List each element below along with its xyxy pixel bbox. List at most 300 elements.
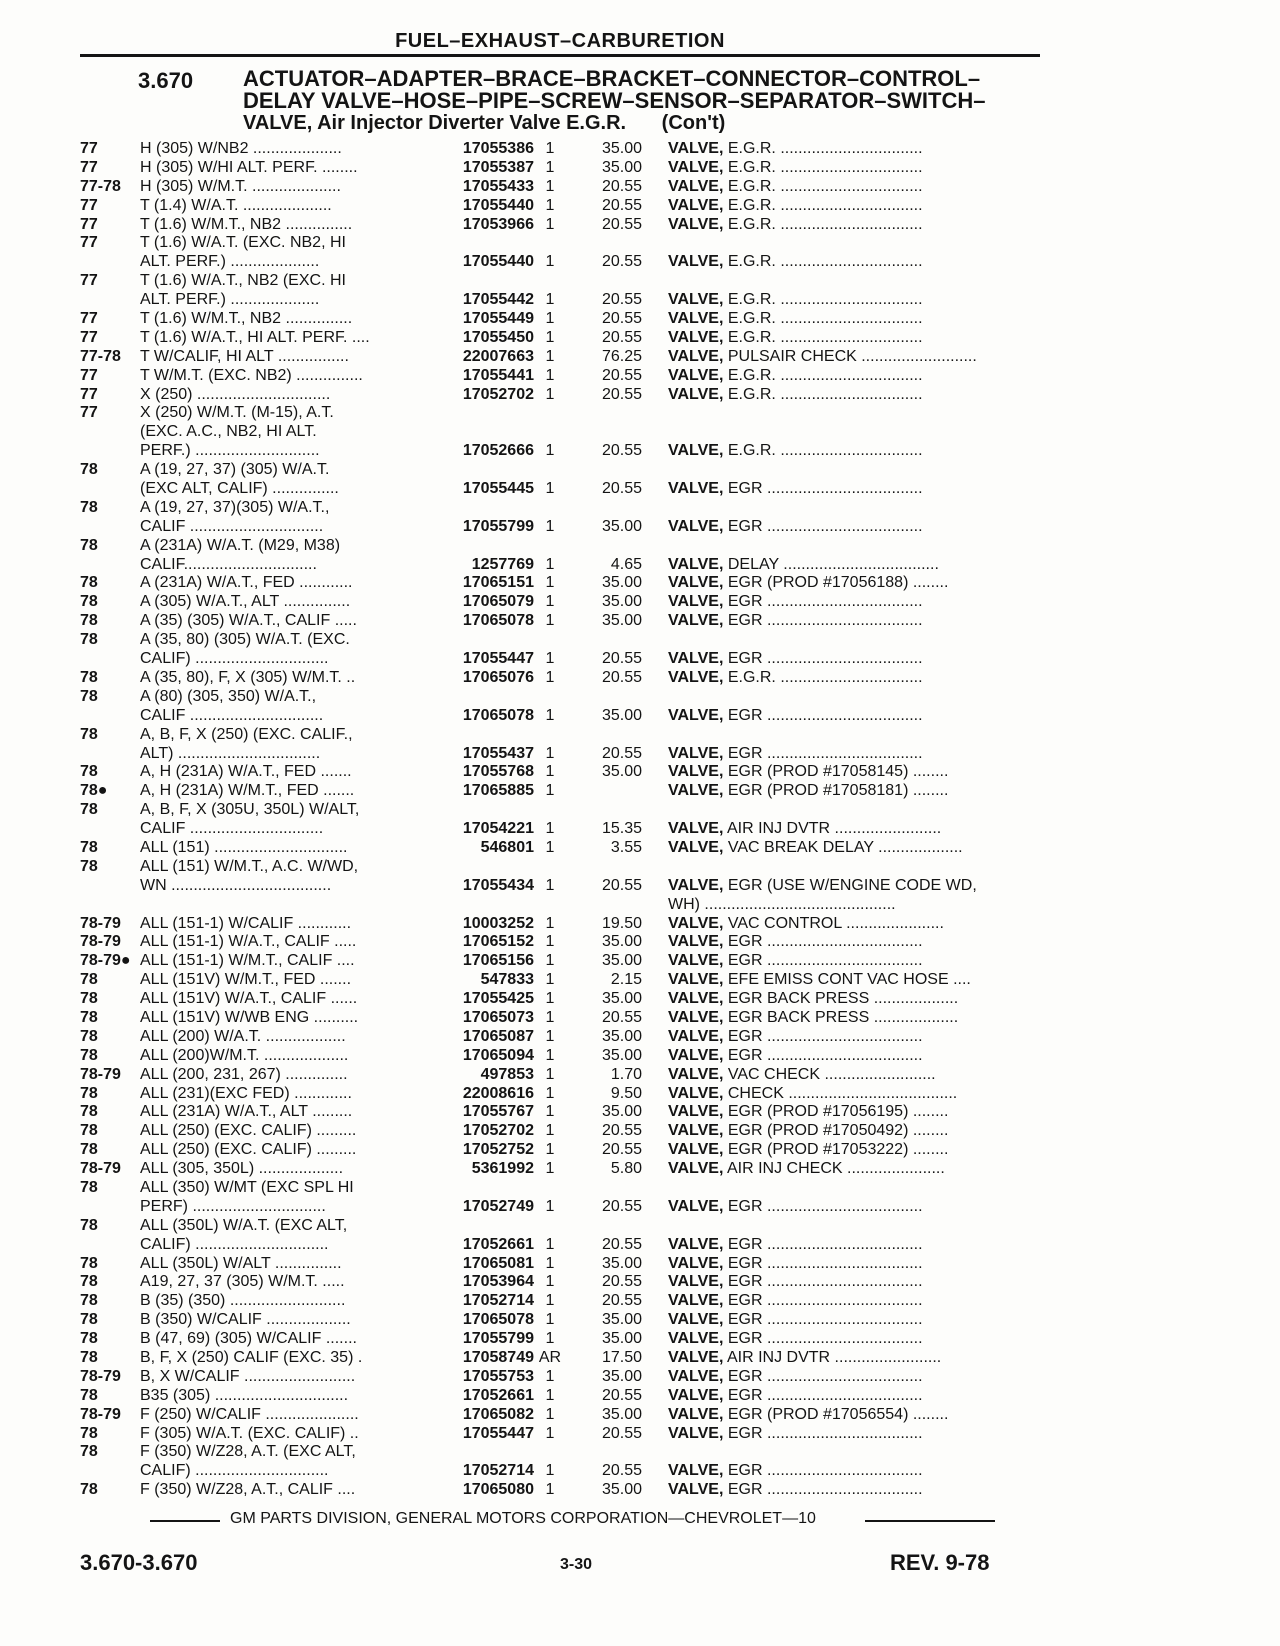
- description: [668, 1009, 1073, 1028]
- price: 20.55: [601, 310, 642, 328]
- description-text: EGR ...................................: [723, 1197, 923, 1215]
- section-title-line1: ACTUATOR–ADAPTER–BRACE–BRACKET–CONNECTOR–CONTROL–: [243, 66, 981, 91]
- quantity: 1: [545, 820, 555, 838]
- price: 20.55: [601, 291, 642, 309]
- quantity: 1: [545, 1008, 555, 1026]
- parts-row: [80, 518, 1060, 537]
- description: [668, 386, 1073, 405]
- description-keyword: VALVE,: [668, 1386, 724, 1404]
- application: H (305) W/HI ALT. PERF. ........: [140, 158, 358, 176]
- description: [668, 291, 1073, 310]
- description-keyword: VALVE,: [668, 914, 724, 932]
- parts-row: [80, 801, 1060, 820]
- quantity: 1: [545, 442, 555, 460]
- description-text: WH) ...........................................: [668, 895, 896, 913]
- description-keyword: VALVE,: [668, 1084, 724, 1102]
- section-title-line2: DELAY VALVE–HOSE–PIPE–SCREW–SENSOR–SEPARATOR–SWITCH–: [243, 88, 986, 113]
- parts-row: [80, 782, 1060, 801]
- price: 4.65: [610, 555, 642, 573]
- parts-row: [80, 1349, 1060, 1368]
- quantity: 1: [545, 196, 555, 214]
- price: 35.00: [601, 1311, 642, 1329]
- description: [668, 253, 1073, 272]
- description-text: E.G.R. ................................: [723, 253, 923, 271]
- quantity: 1: [545, 1197, 555, 1215]
- description-text: AIR INJ DVTR ........................: [723, 1349, 942, 1366]
- model-year: 78: [80, 1084, 98, 1102]
- description: [668, 556, 1073, 575]
- quantity: 1: [545, 385, 555, 403]
- footer-page-number: 3-30: [560, 1556, 593, 1573]
- price: 19.50: [601, 914, 642, 932]
- description-text: EGR ...................................: [723, 1235, 923, 1253]
- model-year: 78: [80, 1178, 98, 1196]
- quantity: 1: [545, 1160, 555, 1178]
- model-year: 78: [80, 1103, 98, 1121]
- quantity: 1: [545, 480, 555, 498]
- section-title-text: VALVE, Air Injector Diverter Valve E.G.R.: [243, 112, 627, 134]
- description-text: EGR (PROD #17058181) ........: [723, 782, 949, 800]
- description-text: EGR (PROD #17056188) ........: [723, 574, 949, 592]
- description: [668, 1387, 1073, 1406]
- model-year: 77: [80, 366, 98, 384]
- description-text: EGR ...................................: [723, 1481, 923, 1499]
- part-number: 17065151: [410, 574, 534, 593]
- description-keyword: VALVE,: [668, 385, 724, 403]
- part-number: 17053966: [410, 216, 534, 235]
- footer-text: GM PARTS DIVISION, GENERAL MOTORS CORPORATION—CHEVROLET—10: [230, 1510, 816, 1527]
- application: CALIF) ..............................: [140, 1235, 329, 1253]
- application: A (231A) W/A.T. (M29, M38): [140, 536, 341, 554]
- model-year: 77: [80, 404, 98, 422]
- price: 35.00: [601, 1330, 642, 1348]
- application: ALL (151) ..............................: [140, 838, 348, 856]
- description-keyword: VALVE,: [668, 838, 724, 856]
- parts-row: [80, 310, 1060, 329]
- price: 35.00: [601, 574, 642, 592]
- price: 35.00: [601, 1103, 642, 1121]
- description-keyword: VALVE,: [668, 668, 724, 686]
- part-number: 17065082: [410, 1406, 534, 1425]
- description-text: EGR (PROD #17056554) ........: [723, 1405, 949, 1423]
- parts-row: [80, 971, 1060, 990]
- part-number: 17065080: [410, 1481, 534, 1500]
- section-cont: (Con't): [661, 112, 726, 134]
- application: CALIF..............................: [140, 555, 317, 573]
- quantity: 1: [545, 366, 555, 384]
- description: [668, 1406, 1073, 1425]
- application: B35 (305) ..............................: [140, 1386, 349, 1404]
- description: [668, 367, 1073, 386]
- description-text: EGR ...................................: [723, 1273, 923, 1291]
- description-keyword: VALVE,: [668, 1311, 724, 1329]
- parts-row: [80, 745, 1060, 764]
- parts-row: [80, 858, 1060, 877]
- part-number: 1257769: [410, 556, 534, 575]
- parts-row: [80, 461, 1060, 480]
- price: 20.55: [601, 1386, 642, 1404]
- model-year: 78: [80, 1386, 98, 1404]
- description-keyword: VALVE,: [668, 1349, 724, 1366]
- parts-row: [80, 1103, 1060, 1122]
- section-title-line3: [243, 112, 1043, 134]
- description: [668, 1273, 1073, 1292]
- quantity: 1: [545, 177, 555, 195]
- quantity: 1: [545, 215, 555, 233]
- part-number: 17055449: [410, 310, 534, 329]
- model-year: 78: [80, 838, 98, 856]
- parts-row: [80, 763, 1060, 782]
- application: T (1.6) W/A.T. (EXC. NB2, HI: [140, 234, 346, 252]
- application: ALL (231A) W/A.T., ALT .........: [140, 1103, 353, 1121]
- application: A (35) (305) W/A.T., CALIF .....: [140, 612, 357, 630]
- description-text: EGR ...................................: [723, 1311, 923, 1329]
- application: X (250) W/M.T. (M-15), A.T.: [140, 404, 334, 422]
- model-year: 77: [80, 234, 98, 252]
- model-year: 78: [80, 1122, 98, 1140]
- part-number: 17065152: [410, 933, 534, 952]
- model-year: 77: [80, 328, 98, 346]
- description-keyword: VALVE,: [668, 215, 724, 233]
- price: 35.00: [601, 706, 642, 724]
- description: [668, 1028, 1073, 1047]
- model-year: 78: [80, 1254, 98, 1272]
- description-text: CHECK ......................................: [723, 1084, 958, 1102]
- price: 76.25: [601, 347, 642, 365]
- description: [668, 518, 1073, 537]
- description: [668, 952, 1073, 971]
- parts-row: [80, 1387, 1060, 1406]
- price: 5.80: [610, 1160, 642, 1178]
- application: A (305) W/A.T., ALT ...............: [140, 593, 351, 611]
- parts-row: [80, 499, 1060, 518]
- parts-row: [80, 537, 1060, 556]
- quantity: 1: [545, 1311, 555, 1329]
- model-year: 78: [80, 1216, 98, 1234]
- description-keyword: VALVE,: [668, 574, 724, 592]
- description-keyword: VALVE,: [668, 650, 724, 668]
- footer-range: 3.670-3.670: [80, 1550, 198, 1575]
- application: CALIF ..............................: [140, 820, 324, 838]
- quantity: 1: [545, 971, 555, 989]
- price: 35.00: [601, 1405, 642, 1423]
- part-number: 17055434: [410, 877, 534, 896]
- price: 20.55: [601, 876, 642, 894]
- description: [668, 1236, 1073, 1255]
- description-keyword: VALVE,: [668, 952, 724, 970]
- parts-row: [80, 272, 1060, 291]
- price: 20.55: [601, 1292, 642, 1310]
- quantity: 1: [545, 347, 555, 365]
- part-number: 497853: [410, 1066, 534, 1085]
- application: A (80) (305, 350) W/A.T.,: [140, 687, 317, 705]
- parts-row: [80, 990, 1060, 1009]
- part-number: 17055441: [410, 367, 534, 386]
- application: ALL (305, 350L) ...................: [140, 1160, 344, 1178]
- parts-row: [80, 1443, 1060, 1462]
- description: [668, 1462, 1073, 1481]
- parts-row: [80, 820, 1060, 839]
- description-keyword: VALVE,: [668, 933, 724, 951]
- description-keyword: VALVE,: [668, 1160, 724, 1178]
- description-text: EGR ...................................: [723, 1367, 923, 1385]
- parts-row: [80, 216, 1060, 235]
- footer-rule-right: [865, 1520, 995, 1522]
- quantity: 1: [545, 612, 555, 630]
- description-keyword: VALVE,: [668, 480, 724, 498]
- description: [668, 839, 1073, 858]
- parts-row: [80, 839, 1060, 858]
- model-year: 78: [80, 1424, 98, 1442]
- parts-row: [80, 404, 1060, 423]
- price: 20.55: [601, 668, 642, 686]
- model-year: 78: [80, 971, 98, 989]
- parts-row: [80, 915, 1060, 934]
- part-number: 17065094: [410, 1047, 534, 1066]
- description-keyword: VALVE,: [668, 1254, 724, 1272]
- description: [668, 1368, 1073, 1387]
- parts-row: [80, 197, 1060, 216]
- price: 20.55: [601, 177, 642, 195]
- part-number: 17058749: [410, 1349, 534, 1368]
- model-year: 78: [80, 1141, 98, 1159]
- model-year: 78: [80, 536, 98, 554]
- price: 20.55: [601, 1122, 642, 1140]
- description-keyword: VALVE,: [668, 328, 724, 346]
- parts-row: [80, 329, 1060, 348]
- part-number: 17055445: [410, 480, 534, 499]
- price: 35.00: [601, 593, 642, 611]
- part-number: 17055440: [410, 253, 534, 272]
- description-text: EGR ...................................: [723, 1027, 923, 1045]
- part-number: 17055442: [410, 291, 534, 310]
- parts-row: [80, 159, 1060, 178]
- section-title: [243, 68, 1043, 134]
- part-number: 17055799: [410, 1330, 534, 1349]
- description-text: VAC CONTROL ......................: [723, 914, 944, 932]
- application: ALL (350L) W/ALT ...............: [140, 1254, 342, 1272]
- part-number: 22008616: [410, 1085, 534, 1104]
- description: [668, 1122, 1073, 1141]
- parts-row: [80, 423, 1060, 442]
- part-number: 17052702: [410, 386, 534, 405]
- description-text: DELAY ...................................: [723, 555, 939, 573]
- description-text: EGR (PROD #17058145) ........: [723, 763, 949, 781]
- quantity: 1: [545, 517, 555, 535]
- description-keyword: VALVE,: [668, 763, 724, 781]
- description-text: EGR ...................................: [723, 1330, 923, 1348]
- description: [668, 650, 1073, 669]
- description-text: E.G.R. ................................: [723, 668, 923, 686]
- price: 20.55: [601, 1235, 642, 1253]
- part-number: 17055433: [410, 178, 534, 197]
- part-number: 17065087: [410, 1028, 534, 1047]
- application: B, F, X (250) CALIF (EXC. 35) .: [140, 1349, 363, 1366]
- application: ALT. PERF.) ....................: [140, 291, 320, 309]
- application: T W/M.T. (EXC. NB2) ...............: [140, 366, 363, 384]
- parts-row: [80, 234, 1060, 253]
- parts-row: [80, 253, 1060, 272]
- price: 20.55: [601, 1424, 642, 1442]
- application: ALL (250) (EXC. CALIF) .........: [140, 1122, 357, 1140]
- description-keyword: VALVE,: [668, 1292, 724, 1310]
- application: ALL (151V) W/WB ENG ..........: [140, 1008, 359, 1026]
- description-keyword: VALVE,: [668, 555, 724, 573]
- model-year: 78: [80, 574, 98, 592]
- parts-row: [80, 1122, 1060, 1141]
- description-text: EGR ...................................: [723, 612, 923, 630]
- quantity: 1: [545, 1103, 555, 1121]
- description-keyword: VALVE,: [668, 1008, 724, 1026]
- model-year: 77: [80, 272, 98, 290]
- description-keyword: VALVE,: [668, 820, 724, 838]
- description-text: EGR (USE W/ENGINE CODE WD,: [723, 876, 977, 894]
- page-header: FUEL–EXHAUST–CARBURETION: [395, 30, 725, 52]
- price: 20.55: [601, 385, 642, 403]
- part-number: 17055440: [410, 197, 534, 216]
- description: [668, 329, 1073, 348]
- description: [668, 178, 1073, 197]
- quantity: 1: [545, 1292, 555, 1310]
- application: PERF) ..............................: [140, 1197, 326, 1215]
- description-keyword: VALVE,: [668, 1424, 724, 1442]
- description: [668, 1066, 1073, 1085]
- description-text: VAC BREAK DELAY ...................: [723, 838, 963, 856]
- description-text: E.G.R. ................................: [723, 196, 923, 214]
- application: PERF.) ............................: [140, 442, 320, 460]
- quantity: 1: [545, 838, 555, 856]
- description-keyword: VALVE,: [668, 971, 724, 989]
- description: [668, 820, 1073, 839]
- quantity: 1: [545, 763, 555, 781]
- description: [668, 669, 1073, 688]
- application: A (19, 27, 37)(305) W/A.T.,: [140, 498, 330, 516]
- parts-row: [80, 1141, 1060, 1160]
- description: [668, 1141, 1073, 1160]
- model-year: 78: [80, 612, 98, 630]
- application: (EXC. A.C., NB2, HI ALT.: [140, 423, 317, 441]
- part-number: 17065073: [410, 1009, 534, 1028]
- quantity: 1: [545, 310, 555, 328]
- part-number: 17055799: [410, 518, 534, 537]
- price: 2.15: [610, 971, 642, 989]
- application: ALL (151) W/M.T., A.C. W/WD,: [140, 857, 359, 875]
- application: ALL (231)(EXC FED) .............: [140, 1084, 352, 1102]
- application: A (35, 80), F, X (305) W/M.T. ..: [140, 668, 356, 686]
- price: 20.55: [601, 1008, 642, 1026]
- part-number: 17065081: [410, 1255, 534, 1274]
- description-keyword: VALVE,: [668, 442, 724, 460]
- description: [668, 1255, 1073, 1274]
- price: 1.70: [610, 1065, 642, 1083]
- description-text: EGR ...................................: [723, 480, 923, 498]
- application: A19, 27, 37 (305) W/M.T. .....: [140, 1273, 345, 1291]
- description-keyword: VALVE,: [668, 706, 724, 724]
- application: F (350) W/Z28, A.T. (EXC ALT,: [140, 1443, 356, 1461]
- description: [668, 1085, 1073, 1104]
- model-year: 77: [80, 385, 98, 403]
- application: A, H (231A) W/M.T., FED .......: [140, 782, 355, 800]
- description: [668, 442, 1073, 461]
- application: ALL (350L) W/A.T. (EXC ALT,: [140, 1216, 348, 1234]
- description-keyword: VALVE,: [668, 1197, 724, 1215]
- description-keyword: VALVE,: [668, 253, 724, 271]
- description-keyword: VALVE,: [668, 1122, 724, 1140]
- description-keyword: VALVE,: [668, 782, 724, 800]
- model-year: 78: [80, 498, 98, 516]
- application: ALL (200, 231, 267) ..............: [140, 1065, 348, 1083]
- quantity: 1: [545, 1481, 555, 1499]
- parts-row: [80, 140, 1060, 159]
- model-year: 78: [80, 1046, 98, 1064]
- description-keyword: VALVE,: [668, 517, 724, 535]
- quantity: 1: [545, 1424, 555, 1442]
- application: A, B, F, X (305U, 350L) W/ALT,: [140, 801, 360, 819]
- application: H (305) W/NB2 ....................: [140, 140, 342, 157]
- description: [668, 1481, 1073, 1500]
- description-text: EGR ...................................: [723, 952, 923, 970]
- quantity: 1: [545, 1405, 555, 1423]
- description: [668, 745, 1073, 764]
- parts-row: [80, 1368, 1060, 1387]
- part-number: 547833: [410, 971, 534, 990]
- price: 35.00: [601, 1027, 642, 1045]
- application: A (19, 27, 37) (305) W/A.T.: [140, 461, 330, 479]
- description-keyword: VALVE,: [668, 1141, 724, 1159]
- parts-row: [80, 1236, 1060, 1255]
- description-keyword: VALVE,: [668, 1235, 724, 1253]
- parts-row: [80, 1047, 1060, 1066]
- price: 35.00: [601, 158, 642, 176]
- part-number: 17052661: [410, 1236, 534, 1255]
- description: [668, 971, 1073, 990]
- application: ALL (200) W/A.T. ..................: [140, 1027, 346, 1045]
- application: B (350) W/CALIF ...................: [140, 1311, 351, 1329]
- part-number: 5361992: [410, 1160, 534, 1179]
- quantity: 1: [545, 158, 555, 176]
- parts-row: [80, 1028, 1060, 1047]
- quantity: 1: [545, 1386, 555, 1404]
- model-year: 78: [80, 1443, 98, 1461]
- footer-revision: REV. 9-78: [890, 1550, 990, 1575]
- description-text: E.G.R. ................................: [723, 385, 923, 403]
- part-number: 17052666: [410, 442, 534, 461]
- part-number: 17055447: [410, 650, 534, 669]
- description: [668, 915, 1073, 934]
- header-rule: [80, 54, 1040, 57]
- description-text: EGR ...................................: [723, 517, 923, 535]
- parts-row: [80, 348, 1060, 367]
- quantity: 1: [545, 668, 555, 686]
- price: 35.00: [601, 952, 642, 970]
- application: CALIF ..............................: [140, 517, 324, 535]
- model-year: 77: [80, 158, 98, 176]
- model-year: 78: [80, 1292, 98, 1310]
- description-text: AIR INJ CHECK ......................: [723, 1160, 945, 1178]
- price: 20.55: [601, 253, 642, 271]
- part-number: 17055767: [410, 1103, 534, 1122]
- quantity: 1: [545, 650, 555, 668]
- quantity: 1: [545, 1462, 555, 1480]
- description-keyword: VALVE,: [668, 158, 724, 176]
- footer-rule-left: [150, 1520, 220, 1522]
- description-text: EGR ...................................: [723, 1046, 923, 1064]
- price: 35.00: [601, 933, 642, 951]
- price: 17.50: [601, 1349, 642, 1366]
- description-text: EGR ...................................: [723, 744, 923, 762]
- model-year: 78●: [80, 782, 108, 800]
- part-number: 17055425: [410, 990, 534, 1009]
